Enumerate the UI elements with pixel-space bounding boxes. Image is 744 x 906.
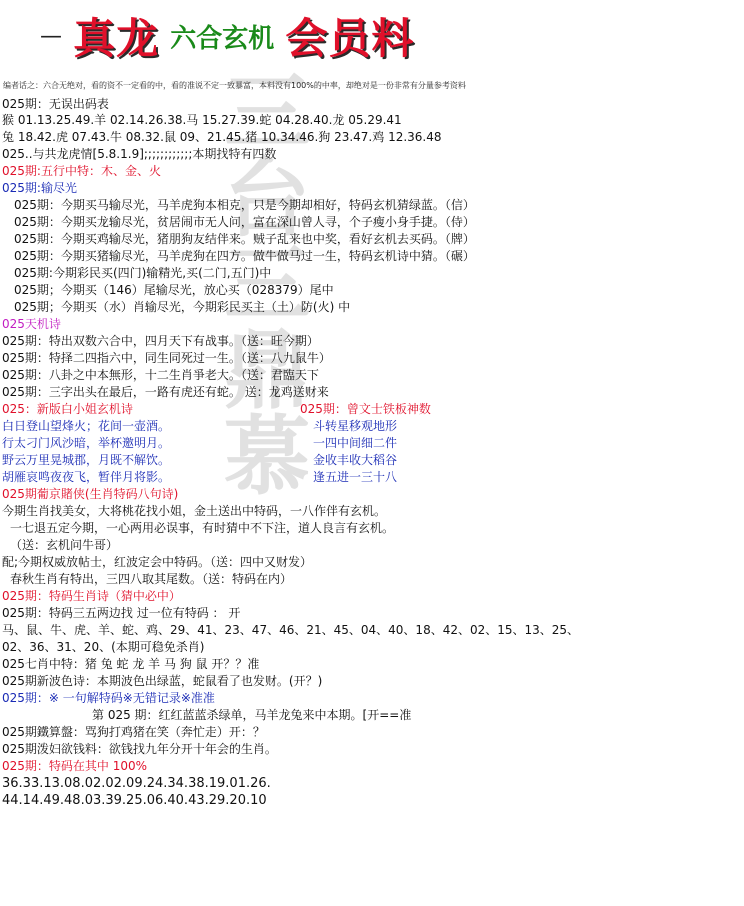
line-one-phrase: 第 025 期：红红蓝蓝杀绿单，马羊龙兔来中本期。[开==准 [92, 708, 412, 722]
line-gambler-4: 春秋生肖有特出，三四八取其尾数。（送：特码在内） [10, 572, 293, 586]
line-one-phrase-title: 025期：※ 一句解特码※无错记录※准准 [2, 691, 215, 705]
line-gambler-3: 配;今期权威放帖士，红波定会中特码。（送：四中又财发） [2, 555, 313, 569]
line-final-numbers-1: 36.33.13.08.02.02.09.24.34.38.19.01.26. [2, 776, 271, 791]
header-banner [40, 6, 414, 66]
watermark: 三台三鼎慕 [224, 62, 310, 507]
header-dash: — [40, 23, 62, 49]
poem-right-1: 斗转星移观地形 [313, 419, 398, 433]
header-title-end: 会员料 [285, 14, 415, 63]
poem-right-2: 一四中间细二件 [313, 436, 398, 450]
line-lose-element: 025期；今期买（水）肖输尽光，今期彩民买主（土）防(火) 中 [14, 300, 351, 314]
line-lose-tail: 025期；今期买（146）尾输尽光，放心买（028379）尾中 [14, 283, 334, 297]
line-heaven-1: 025期：特出双数六合中，四月天下有战事。（送：旺今期） [2, 334, 319, 348]
line-heaven-poem-title: 025天机诗 [2, 317, 61, 331]
line-lose-doors: 025期:今期彩民买(四门)输精光,买(二门,五门)中 [14, 266, 272, 280]
line-heaven-4: 025期：三字出头在最后，一路有虎还有蛇。 送：龙鸡送财来 [2, 385, 329, 399]
line-iron-board-title: 025期：曾文士铁板神数 [300, 402, 431, 416]
line-lose-dragon: 025期：今期买龙输尽光，贫居闹市无人问，富在深山曾人寻，个子瘦小身手捷。（侍） [14, 215, 475, 229]
poem-left-2: 行太刁门风沙暗，举杯邀明月。 [2, 436, 171, 450]
line-lose-all-title: 025期:输尽光 [2, 181, 77, 195]
line-gambler-hint: （送：玄机问牛哥） [10, 538, 119, 552]
line-gambler-title: 025期葡京賭侠(生肖特码八句诗) [2, 487, 179, 501]
line-zodiac-poem-1: 025期：特码三五两边找 过一位有特码 ： 开 [2, 606, 241, 620]
line-gambler-2: 一七退五定今期，一心两用必误事，有时猜中不下注，道人良言有玄机。 [10, 521, 395, 535]
poem-right-4: 逢五进一三十八 [313, 470, 398, 484]
header-title-main: 真龙 [73, 14, 160, 63]
poem-right-3: 金收丰收大稻谷 [313, 453, 398, 467]
line-zodiac-poem-title: 025期：特码生肖诗（猜中必中） [2, 589, 181, 603]
line-numbers-row-1: 马、鼠、牛、虎、羊、蛇、鸡、29、41、23、47、46、21、45、04、40、18、42、02、15、13、25、 [2, 623, 580, 637]
line-seven-zodiac: 025七肖中特：猪 兔 蛇 龙 羊 马 狗 鼠 开？？准 [2, 657, 260, 671]
poem-left-4: 胡雁哀鸣夜夜飞，暂伴月将影。 [2, 470, 171, 484]
line-heaven-3: 025期：八卦之中本無形，十二生肖爭老大。（送：君臨天下 [2, 368, 319, 382]
line-zodiac-row-1: 猴 01.13.25.49.羊 02.14.26.38.马 15.27.39.蛇 04.28.40.龙 05.29.41 [2, 113, 402, 127]
line-heaven-2: 025期：特择二四指六中，同生同死过一生。（送：八九鼠牛） [2, 351, 331, 365]
disclaimer: 编者话之：六合无绝对，看的资不一定看的中，看的准说不定一致暴富，本料没有100%的中率，却绝对是一份非常有分量参考资料 [3, 81, 466, 90]
poem-left-1: 白日登山望烽火；花间一壶酒。 [2, 419, 171, 433]
line-zodiac-row-2: 兔 18.42.虎 07.43.牛 08.32.鼠 09、21.45.猪 10.34.46.狗 23.47.鸡 12.36.48 [2, 130, 442, 144]
line-table-title: 025期：无误出码表 [2, 97, 109, 111]
line-lose-pig: 025期：今期买猪输尽光，马羊虎狗在四方。做牛做马过一生，特码玄机诗中猜。（碾） [14, 249, 475, 263]
header-title-sub: 六合玄机 [170, 23, 275, 54]
line-dragon-tiger: 025..与共龙虎情[5.8.1.9];;;;;;;;;;;;本期找特有四数 [2, 147, 277, 161]
line-lose-rooster: 025期：今期买鸡输尽光，猪朋狗友结伴来。贼子乱来也中奖，看好玄机去买码。（牌） [14, 232, 475, 246]
line-iron-abacus: 025期鐵算盤：骂狗打鸡猪在笑（奔忙走）开：？ [2, 725, 265, 739]
line-shrew-money: 025期泼妇欲钱料：欲钱找九年分开十年会的生肖。 [2, 742, 277, 756]
line-gambler-1: 今期生肖找美女，大将桃花找小姐，金土送出中特码，一八作伴有玄机。 [2, 504, 387, 518]
line-five-elements: 025期:五行中特：木、金、火 [2, 164, 161, 178]
poem-left-3: 野云万里晃城郡，月既不解饮。 [2, 453, 171, 467]
line-wave-color: 025期新波色诗：本期波色出绿蓝，蛇鼠看了也发财。(开？) [2, 674, 323, 688]
line-special-code-title: 025期：特码在其中 100% [2, 759, 148, 773]
line-lose-horse: 025期：今期买马输尽光，马羊虎狗本相克，只是今期却相好，特码玄机猜绿蓝。（信） [14, 198, 475, 212]
line-final-numbers-2: 44.14.49.48.03.39.25.06.40.43.29.20.10 [2, 793, 267, 808]
line-white-lady-title: 025：新版白小姐玄机诗 [2, 402, 133, 416]
line-numbers-row-2: 02、36、31、20、(本期可稳免杀肖) [2, 640, 205, 654]
